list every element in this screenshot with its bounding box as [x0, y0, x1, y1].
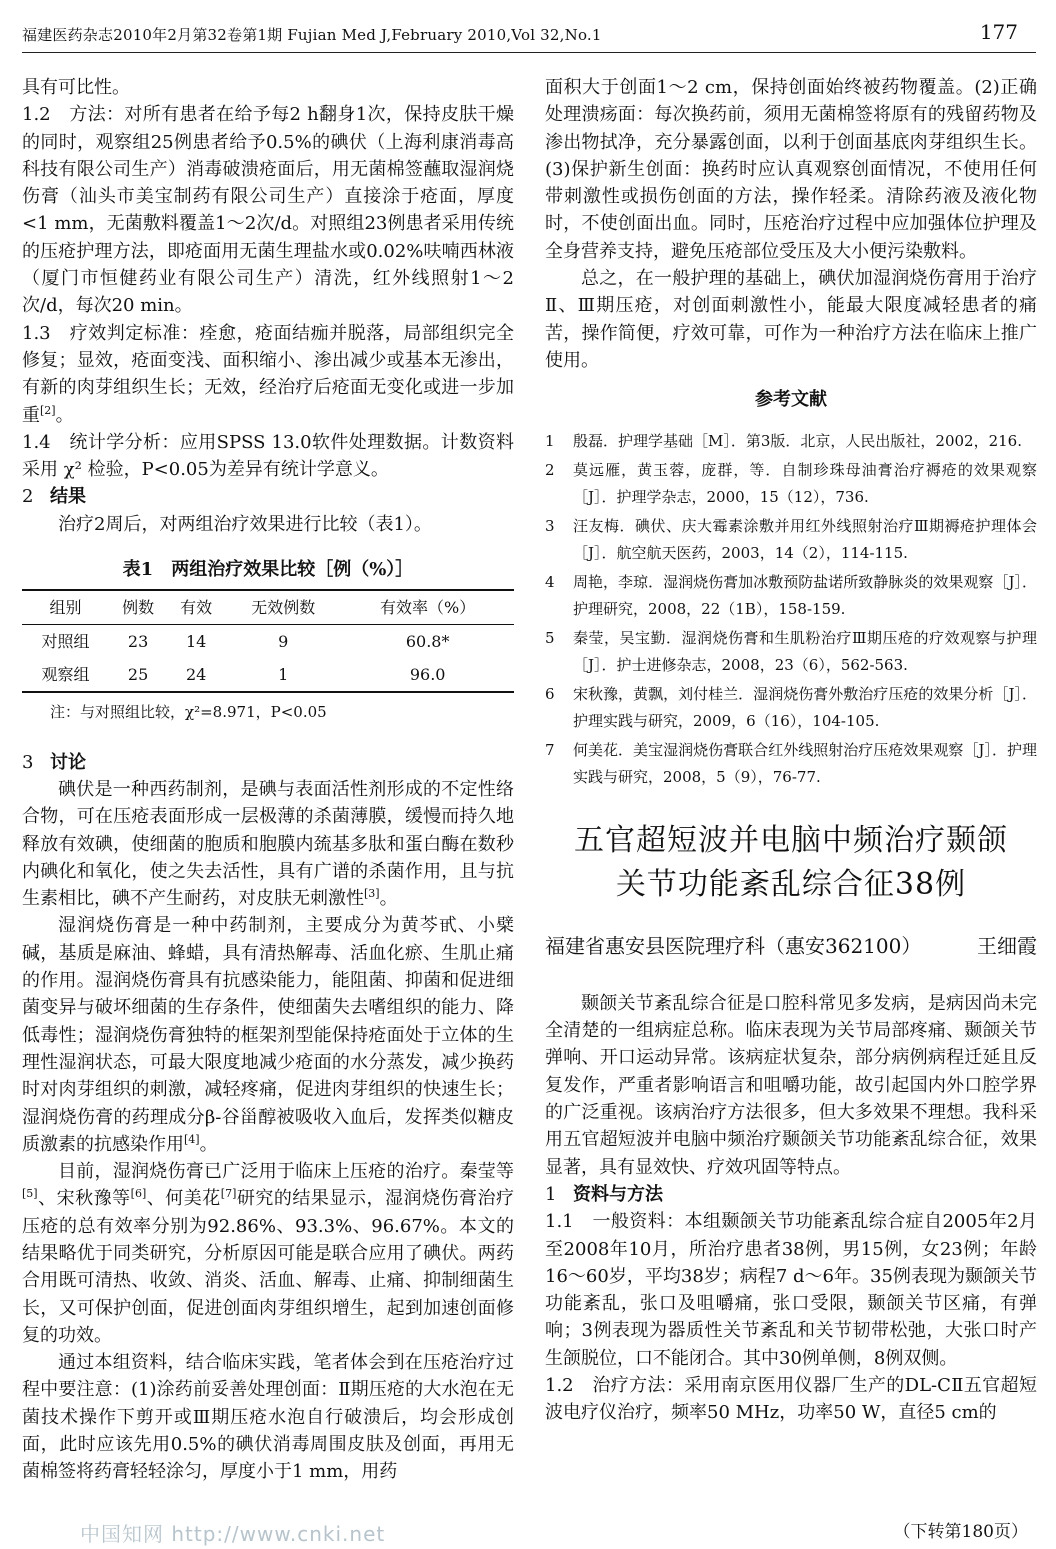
citation: [6] [130, 1187, 147, 1201]
table-row [22, 625, 514, 659]
citation: [7] [220, 1187, 237, 1201]
table-cell: 观察组 [41, 665, 90, 685]
results-table [22, 589, 514, 693]
page-header [22, 18, 1036, 53]
table-cell: 9 [278, 632, 289, 652]
table-cell: 60.8* [405, 632, 450, 652]
continued-note: （下转第180页） [893, 1522, 1028, 1542]
paragraph: 面积大于创面1～2 cm，保持创面始终被药物覆盖。(2)正确处理溃疡面：每次换药前，须用无菌棉签将原有的残留药物及渗出物拭净，充分暴露创面，以利于创面基底肉芽组织生长。(3)保护新生创面：换药时应认真观察创面情况，不使用任何带刺激性或损伤创面的方法，操作轻柔。清除药液及液化物时，不使创面出血。同时，压疮治疗过程中应加强体位护理及全身营养支持，避免压疮部位受压及大小便污染敷料。 [545, 77, 1037, 262]
table-cell: 25 [127, 665, 149, 685]
page-number: 177 [979, 20, 1018, 44]
section-1-2-right: 1.2 治疗方法：采用南京医用仪器厂生产的DL-CⅡ五官超短波电疗仪治疗，频率50 MHz，功率50 W，直径5 cm的 [545, 1375, 1037, 1424]
reference-item: 5 秦莹，吴宝勤．湿润烧伤膏和生肌粉治疗Ⅲ期压疮的疗效观察与护理［J］．护士进修杂志，2008，23（6），562-563. [545, 628, 1037, 674]
paragraph: 目前，湿润烧伤膏已广泛用于临床上压疮的治疗。秦莹等[5]、宋秋豫等[6]、何美花[7]研究的结果显示，湿润烧伤膏治疗压疮的总有效率分别为92.86%、93.3%、96.67%。本文的结果略优于同类研究，分析原因可能是联合应用了碘伏。两药合用既可清热、收敛、消炎、活血、解毒、止痛、抑制细菌生长，又可保护创面，促进创面肉芽组织增生，起到加速创面修复的功效。 [22, 1161, 515, 1346]
table-cell: 14 [185, 632, 207, 652]
paragraph: 碘伏是一种西药制剂，是碘与表面活性剂形成的不定性络合物，可在压疮表面形成一层极薄的杀菌薄膜，缓慢而持久地释放有效碘，使细菌的胞质和胞膜内巯基多肽和蛋白酶在数秒内碘化和氧化，使之失去活性，具有广谱的杀菌作用，且与抗生素相比，碘不产生耐药，对皮肤无刺激性[3]。 [22, 778, 514, 910]
article-title-line-1: 五官超短波并电脑中频治疗颞颌 [574, 822, 1008, 858]
table-title: 表1 两组治疗效果比较［例（%）］ [122, 559, 414, 581]
table-header-cell: 例数 [122, 598, 155, 618]
table-header-cell: 无效例数 [251, 598, 316, 618]
table-cell: 1 [278, 665, 289, 685]
affiliation: 福建省惠安县医院理疗科（惠安362100） [545, 933, 922, 958]
paragraph: 颞颌关节紊乱综合征是口腔科常见多发病，是病因尚未完全清楚的一组病症总称。临床表现为关节局部疼痛、颞颌关节弹响、开口运动异常。该病症状复杂，部分病例病程迁延且反复发作，严重者影响语言和咀嚼功能，故引起国内外口腔学界的广泛重视。该病治疗方法很多，但大多效果不理想。我科采用五官超短波并电脑中频治疗颞颌关节功能紊乱综合征，效果显著，具有显效快、疗效巩固等特点。 [545, 992, 1037, 1178]
section-1-4: 1.4 统计学分析：应用SPSS 13.0软件处理数据。计数资料采用 χ² 检验，P<0.05为差异有统计学意义。 [22, 431, 514, 481]
section-1-3: 1.3 疗效判定标准：痊愈，疮面结痂并脱落，局部组织完全修复；显效，疮面变浅、面积缩小、渗出减少或基本无渗出，有新的肉芽组织生长；无效，经治疗后疮面无变化或进一步加重[2]。 [22, 322, 515, 426]
citation: [5] [22, 1187, 38, 1201]
table-header-cell: 有效 [180, 598, 213, 618]
section-heading-results: 2 结果 [22, 486, 86, 508]
table-note: 注：与对照组比较，χ²=8.971，P<0.05 [50, 703, 327, 722]
table-header-cell: 有效率（%） [380, 598, 476, 618]
paragraph: 总之，在一般护理的基础上，碘伏加湿润烧伤膏用于治疗Ⅱ、Ⅲ期压疮，对创面刺激性小，能最大限度减轻患者的痛苦，操作简便，疗效可靠，可作为一种治疗方法在临床上推广使用。 [545, 268, 1037, 371]
citation: [4] [184, 1132, 200, 1146]
table-cell: 对照组 [41, 632, 90, 652]
author-line [545, 933, 1037, 960]
paragraph: 通过本组资料，结合临床实践，笔者体会到在压疮治疗过程中要注意：(1)涂药前妥善处理创面：Ⅱ期压疮的大水泡在无菌技术操作下剪开或Ⅲ期压疮水泡自行破溃后，均会形成创面，此时应该先用0.5%的碘伏消毒周围皮肤及创面，再用无菌棉签将药膏轻轻涂匀，厚度小于1 mm，用药 [22, 1352, 514, 1483]
reference-item: 6 宋秋豫，黄飘，刘付桂兰．湿润烧伤膏外敷治疗压疮的效果分析［J］．护理实践与研究，2009，6（16），104-105. [545, 684, 1037, 730]
reference-item: 4 周艳，李琼．湿润烧伤膏加冰敷预防盐诺所致静脉炎的效果观察［J］．护理研究，2008，22（1B），158-159. [545, 572, 1037, 618]
paragraph: 治疗2周后，对两组治疗效果进行比较（表1）。 [58, 513, 432, 535]
journal-citation: 福建医药杂志2010年2月第32卷第1期 Fujian Med J,February 2010,Vol 32,No.1 [22, 26, 602, 44]
citation: [2] [40, 403, 56, 417]
table-header-row [22, 590, 514, 625]
article-title [545, 819, 1037, 907]
right-column [545, 74, 1037, 1427]
reference-item: 2 莫远雁，黄玉蓉，庞群，等．自制珍珠母油膏治疗褥疮的效果观察［J］．护理学杂志，2000，15（12），736. [545, 460, 1037, 506]
table-cell: 96.0 [409, 665, 446, 685]
section-1-1: 1.1 一般资料：本组颞颌关节功能紊乱综合症自2005年2月至2008年10月，所治疗患者38例，男15例，女23例；年龄16～60岁，平均38岁；病程7 d～6年。35例表现为颞颌关节功能紊乱，张口及咀嚼痛，张口受限，颞颌关节区痛，有弹响；3例表现为器质性关节紊乱和关节韧带松弛，大张口时产生颌脱位，口不能闭合。其中30例单侧，8例双侧。 [545, 1211, 1037, 1369]
table-cell: 23 [127, 632, 149, 652]
article-title-line-2: 关节功能紊乱综合征38例 [615, 866, 967, 902]
reference-item: 1 殷磊．护理学基础［M］．第3版．北京，人民出版社，2002，216. [545, 431, 1022, 450]
section-heading-discussion: 3 讨论 [22, 751, 86, 773]
section-heading-materials: 1 资料与方法 [545, 1183, 663, 1205]
references-heading: 参考文献 [755, 389, 827, 411]
reference-item: 7 何美花．美宝湿润烧伤膏联合红外线照射治疗压疮效果观察［J］．护理实践与研究，2008，5（9），76-77. [545, 740, 1037, 786]
watermark: 中国知网 http://www.cnki.net [80, 1522, 386, 1546]
reference-item: 3 汪友梅．碘伏、庆大霉素涂敷并用红外线照射治疗Ⅲ期褥疮护理体会［J］．航空航天医药，2003，14（2），114-115. [545, 516, 1037, 562]
table-cell: 24 [185, 665, 207, 685]
section-1-2: 1.2 方法：对所有患者在给予每2 h翻身1次，保持皮肤干燥的同时，观察组25例患者给予0.5%的碘伏（上海利康消毒高科技有限公司生产）消毒破溃疮面后，用无菌棉签蘸取湿润烧伤膏（汕头市美宝制药有限公司生产）直接涂于疮面，厚度<1 mm，无菌敷料覆盖1～2次/d。对照组23例患者采用传统的压疮护理方法，即疮面用无菌生理盐水或0.02%呋喃西林液（厦门市恒健药业有限公司生产）清洗，红外线照射1～2次/d，每次20 min。 [22, 104, 514, 317]
citation: [3] [364, 887, 380, 901]
paragraph: 湿润烧伤膏是一种中药制剂，主要成分为黄芩甙、小檗碱，基质是麻油、蜂蜡，具有清热解毒、活血化瘀、生肌止痛的作用。湿润烧伤膏具有抗感染能力，能阻菌、抑菌和促进细菌变异与破坏细菌的生存条件，使细菌失去嗜组织的能力、降低毒性；湿润烧伤膏独特的框架剂型能保持疮面处于立体的生理性湿润状态，可最大限度地减少疮面的水分蒸发，减少换药时对肉芽组织的刺激，减轻疼痛，促进肉芽组织的快速生长；湿润烧伤膏的药理成分β-谷甾醇被吸收入血后，发挥类似糖皮质激素的抗感染作用[4]。 [22, 915, 514, 1155]
reference-list [545, 428, 1037, 791]
left-column [22, 74, 514, 1486]
author-name: 王细霞 [977, 933, 1037, 958]
paragraph: 具有可比性。 [22, 77, 130, 98]
table-row [22, 658, 514, 692]
table-header-cell: 组别 [49, 598, 82, 618]
